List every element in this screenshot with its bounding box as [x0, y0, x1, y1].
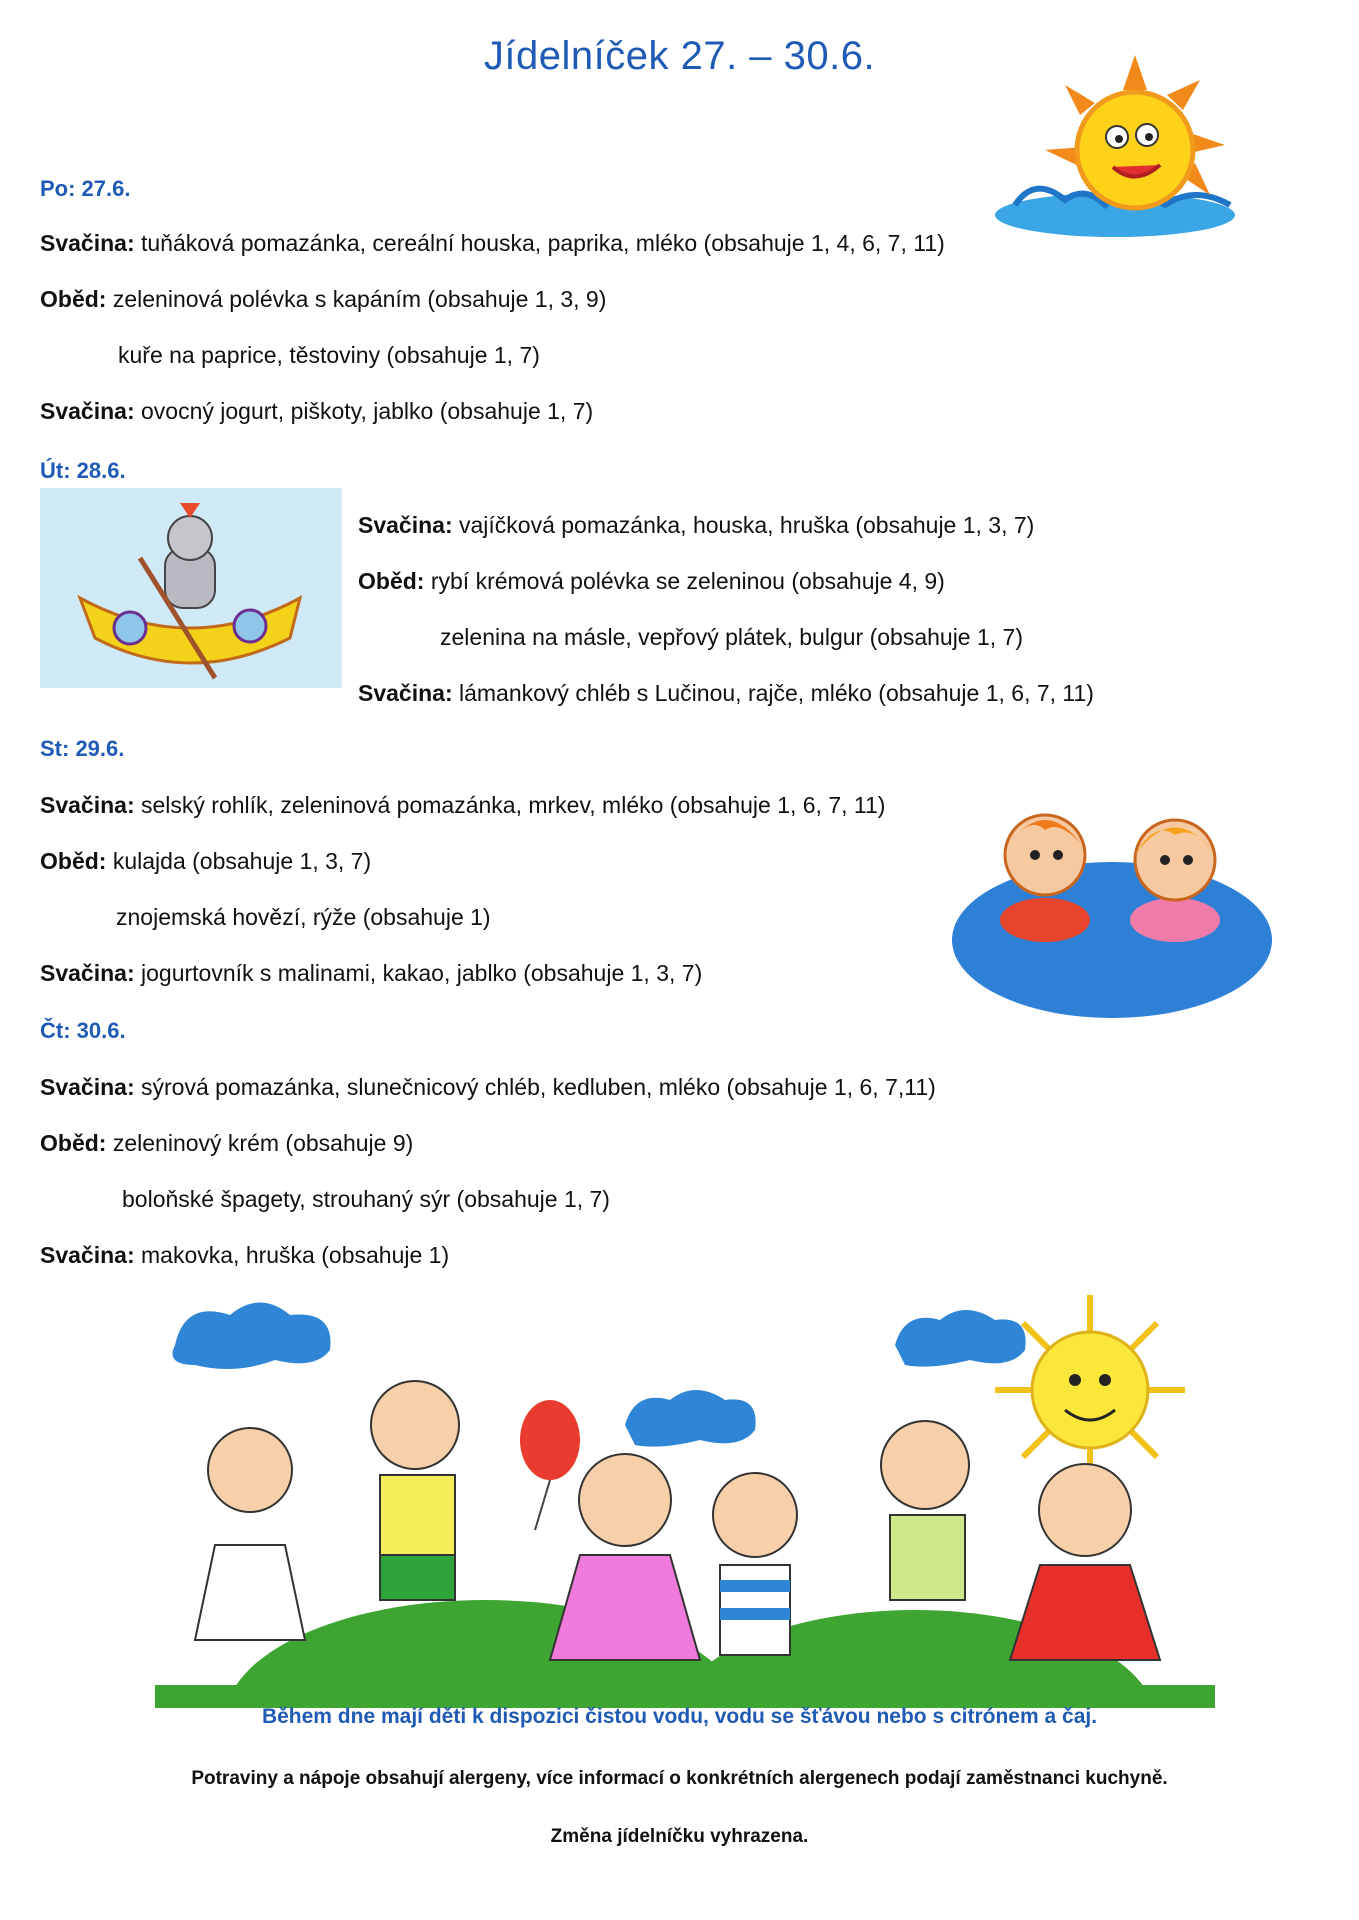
meal-text: sýrová pomazánka, slunečnicový chléb, kedluben, mléko (obsahuje 1, 6, 7,11): [141, 1074, 936, 1100]
sun-water-illustration: [995, 55, 1260, 245]
menu-line: [40, 1130, 413, 1157]
menu-line: [358, 680, 1094, 707]
meal-label: Oběd:: [40, 848, 107, 874]
menu-line: [358, 512, 1034, 539]
menu-line: [358, 568, 945, 595]
meal-label: Svačina:: [40, 398, 135, 424]
menu-line: [40, 848, 371, 875]
menu-line: [118, 342, 540, 369]
allergen-notice: Potraviny a nápoje obsahují alergeny, více informací o konkrétních alergenech podají zaměstnanci kuchyně.: [191, 1768, 1168, 1789]
meal-label: Svačina:: [40, 1074, 135, 1100]
menu-line: [40, 230, 945, 257]
meal-label: Svačina:: [40, 1242, 135, 1268]
meal-text: znojemská hovězí, rýže (obsahuje 1): [116, 904, 491, 930]
meal-text: vajíčková pomazánka, houska, hruška (obsahuje 1, 3, 7): [459, 512, 1035, 538]
menu-line: [440, 624, 1023, 651]
meal-text: selský rohlík, zeleninová pomazánka, mrkev, mléko (obsahuje 1, 6, 7, 11): [141, 792, 886, 818]
day-heading-monday: Po: 27.6.: [40, 176, 131, 201]
menu-line: [40, 792, 885, 819]
meal-text: lámankový chléb s Lučinou, rajče, mléko (obsahuje 1, 6, 7, 11): [459, 680, 1094, 706]
meal-text: zelenina na másle, vepřový plátek, bulgur (obsahuje 1, 7): [440, 624, 1024, 650]
menu-line: [40, 960, 702, 987]
meal-label: Svačina:: [40, 792, 135, 818]
page-title: Jídelníček 27. – 30.6.: [483, 34, 876, 78]
meal-label: Oběd:: [358, 568, 425, 594]
meal-text: kuře na paprice, těstoviny (obsahuje 1, 7): [118, 342, 540, 368]
day-heading-wednesday: St: 29.6.: [40, 736, 125, 761]
menu-line: [40, 286, 606, 313]
meal-text: tuňáková pomazánka, cereální houska, paprika, mléko (obsahuje 1, 4, 6, 7, 11): [141, 230, 945, 256]
meal-text: zeleninový krém (obsahuje 9): [112, 1130, 414, 1156]
water-notice: Během dne mají děti k dispozici čistou vodu, vodu se šťávou nebo s citrónem a čaj.: [261, 1705, 1098, 1728]
meal-label: Svačina:: [40, 960, 135, 986]
meal-text: zeleninová polévka s kapáním (obsahuje 1, 3, 9): [112, 286, 607, 312]
menu-line: [116, 904, 491, 931]
meal-label: Svačina:: [40, 230, 135, 256]
meal-text: jogurtovník s malinami, kakao, jablko (obsahuje 1, 3, 7): [141, 960, 703, 986]
meal-label: Oběd:: [40, 286, 107, 312]
meal-text: ovocný jogurt, piškoty, jablko (obsahuje 1, 7): [141, 398, 594, 424]
meal-text: rybí krémová polévka se zeleninou (obsahuje 4, 9): [430, 568, 945, 594]
menu-line: [122, 1186, 610, 1213]
menu-line: [40, 398, 593, 425]
meal-label: Oběd:: [40, 1130, 107, 1156]
meal-label: Svačina:: [358, 512, 453, 538]
day-heading-thursday: Čt: 30.6.: [40, 1018, 126, 1043]
menu-line: [40, 1242, 449, 1269]
day-heading-tuesday: Út: 28.6.: [40, 458, 126, 483]
meal-text: makovka, hruška (obsahuje 1): [141, 1242, 450, 1268]
meal-label: Svačina:: [358, 680, 453, 706]
children-playing-illustration: [155, 1290, 1215, 1708]
meal-text: kulajda (obsahuje 1, 3, 7): [112, 848, 372, 874]
canoe-cat-illustration: [40, 488, 342, 688]
change-notice: Změna jídelníčku vyhrazena.: [550, 1826, 809, 1847]
swimming-kids-illustration: [950, 790, 1275, 1020]
meal-text: boloňské špagety, strouhaný sýr (obsahuje 1, 7): [122, 1186, 610, 1212]
menu-line: [40, 1074, 936, 1101]
